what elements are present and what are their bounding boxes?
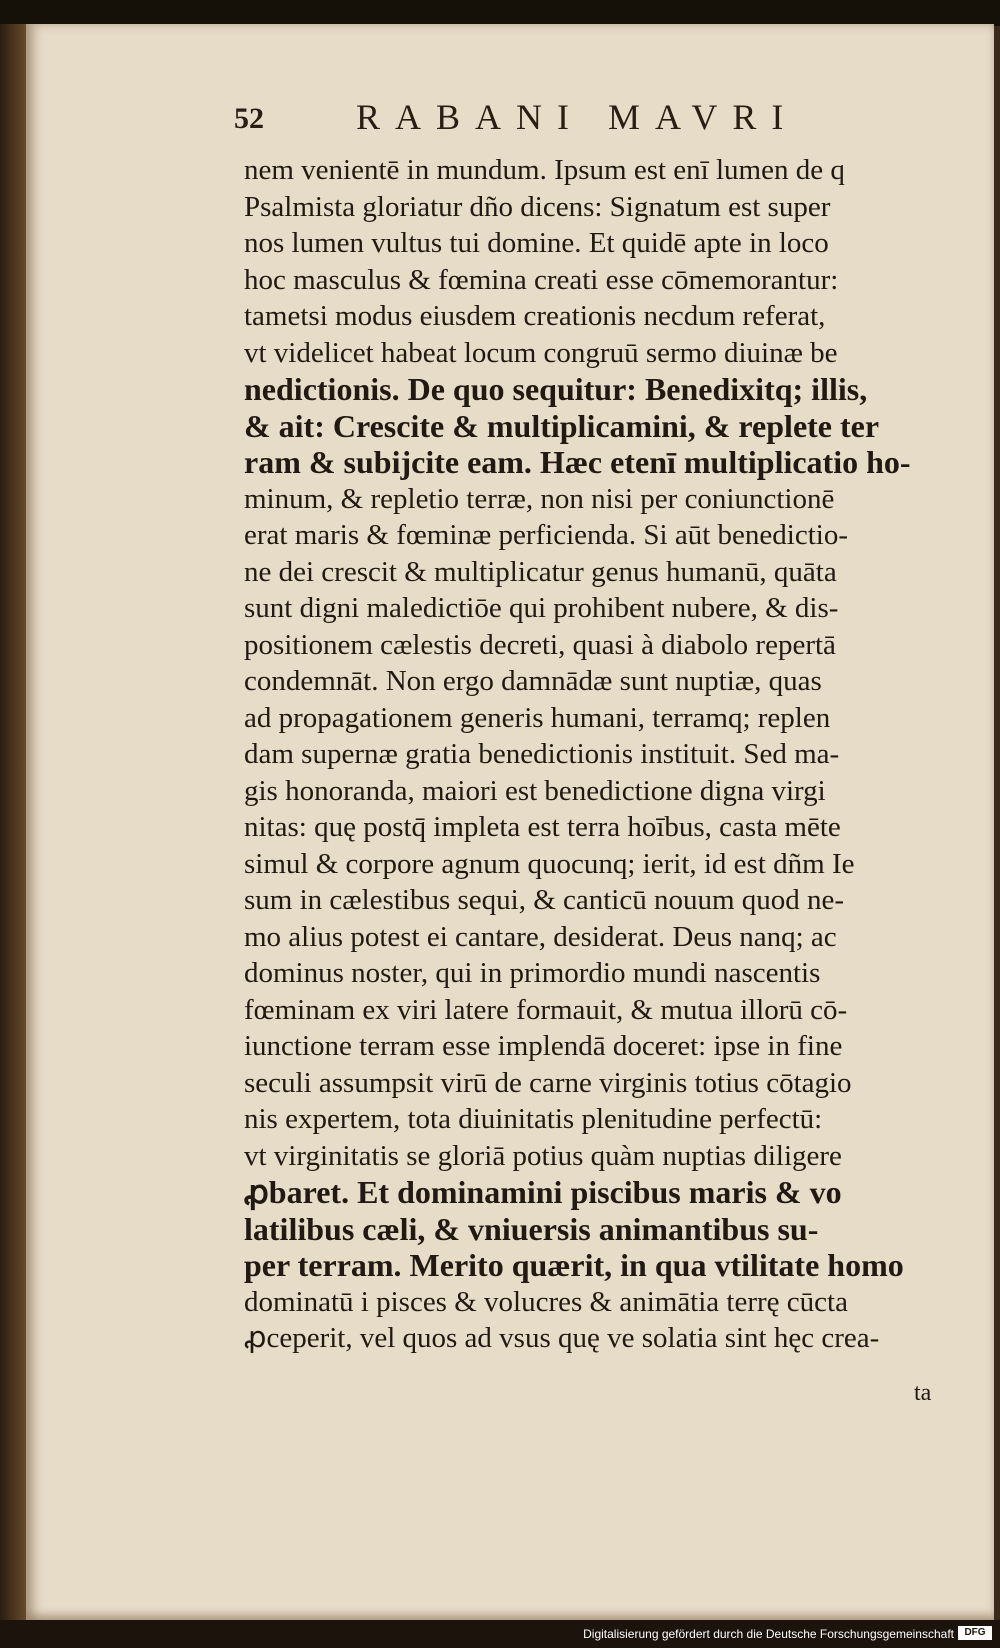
text-line: ad propagationem generis humani, terramq; replen bbox=[244, 701, 831, 734]
text-line: ꝓbaret. Et dominamini piscibus maris & vo bbox=[244, 1174, 842, 1210]
text-line: ꝓceperit, vel quos ad vsus quę ve solatia sint hęc crea- bbox=[244, 1322, 880, 1354]
text-line: sum in cælestibus sequi, & canticū nouum quod ne- bbox=[244, 884, 845, 916]
text-line: ram & subijcite eam. Hæc etenī multiplicatio ho- bbox=[244, 444, 911, 480]
text-line: vt videlicet habeat locum congruū sermo diuinæ be bbox=[244, 336, 838, 369]
text-line: sunt digni maledictiōe qui prohibent nubere, & dis- bbox=[244, 592, 839, 624]
text-line: hoc masculus & fœmina creati esse cōmemorantur: bbox=[244, 263, 839, 296]
text-line: iunctione terram esse implendā doceret: ipse in fine bbox=[244, 1030, 843, 1062]
text-line: ne dei crescit & multiplicatur genus humanū, quāta bbox=[244, 555, 837, 588]
running-title: RABANI MAVRI bbox=[356, 97, 799, 137]
digitization-credit: Digitalisierung gefördert durch die Deutsche Forschungsgemeinschaft bbox=[583, 1627, 954, 1641]
text-line: positionem cælestis decreti, quasi à diabolo repertā bbox=[244, 628, 836, 661]
text-line: nedictionis. De quo sequitur: Benedixitq; illis, bbox=[244, 371, 868, 407]
text-line: vt virginitatis se gloriā potius quàm nuptias diligere bbox=[244, 1139, 842, 1172]
book-spine-edge bbox=[0, 24, 28, 1620]
text-line: gis honoranda, maiori est benedictione digna virgi bbox=[244, 774, 826, 807]
dfg-logo: DFG bbox=[958, 1626, 992, 1640]
text-line: dam supernæ gratia benedictionis instituit. Sed ma- bbox=[244, 738, 840, 770]
text-line: latilibus cæli, & vniuersis animantibus su- bbox=[244, 1210, 819, 1247]
page-number: 52 bbox=[234, 102, 264, 135]
text-line: & ait: Crescite & multiplicamini, & replete ter bbox=[244, 407, 880, 444]
text-line: nis expertem, tota diuinitatis plenitudine perfectū: bbox=[244, 1103, 823, 1135]
text-line: minum, & repletio terræ, non nisi per coniunctionē bbox=[244, 482, 835, 515]
text-line: mo alius potest ei cantare, desiderat. Deus nanq; ac bbox=[244, 920, 837, 953]
text-line: condemnāt. Non ergo damnādæ sunt nuptiæ, quas bbox=[244, 665, 822, 697]
text-line: erat maris & fœminæ perficienda. Si aūt benedictio- bbox=[244, 519, 848, 551]
text-line: nos lumen vultus tui domine. Et quidē apte in loco bbox=[244, 227, 829, 259]
text-line: dominus noster, qui in primordio mundi nascentis bbox=[244, 957, 821, 989]
catchword: ta bbox=[914, 1380, 932, 1406]
text-line: nitas: quę postq̄ impleta est terra hoībus, casta mēte bbox=[244, 811, 841, 843]
text-line: Psalmista gloriatur dño dicens: Signatum est super bbox=[244, 190, 831, 223]
text-line: simul & corpore agnum quocunq; ierit, id est dñm Ie bbox=[244, 847, 855, 880]
text-line: fœminam ex viri latere formauit, & mutua illorū cō- bbox=[244, 993, 848, 1026]
page-header bbox=[234, 96, 934, 142]
top-scan-border bbox=[0, 0, 1000, 26]
text-line: nem venientē in mundum. Ipsum est enī lumen de q bbox=[244, 154, 845, 186]
text-line: tametsi modus eiusdem creationis necdum referat, bbox=[244, 300, 826, 332]
text-line: dominatū i pisces & volucres & animātia terrę cūcta bbox=[244, 1285, 848, 1318]
text-line: seculi assumpsit virū de carne virginis totius cōtagio bbox=[244, 1066, 852, 1099]
body-text-block bbox=[244, 152, 944, 1357]
text-line: per terram. Merito quærit, in qua vtilitate homo bbox=[244, 1247, 904, 1283]
